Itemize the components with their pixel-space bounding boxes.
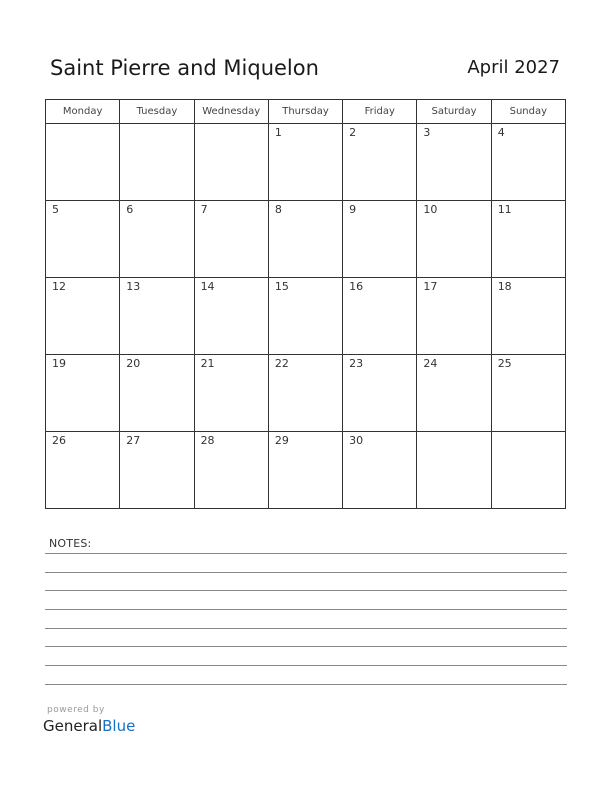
day-number: 2: [349, 126, 357, 139]
day-number: 23: [349, 357, 364, 370]
note-line: [45, 646, 567, 647]
day-number: 13: [126, 280, 141, 293]
calendar-month: April 2027: [467, 57, 560, 78]
notes-label: NOTES:: [49, 537, 92, 550]
day-number: 4: [497, 126, 505, 139]
day-number: 11: [497, 203, 512, 216]
day-number: 5: [52, 203, 59, 216]
day-cell: [491, 201, 565, 278]
day-number: 1: [274, 126, 282, 139]
day-cell: [120, 201, 194, 278]
note-line: [45, 553, 567, 554]
weekday-thursday: Thursday: [268, 100, 342, 124]
week-row: [46, 355, 566, 432]
day-cell: [491, 278, 565, 355]
day-number: [46, 124, 119, 138]
day-cell: [194, 278, 268, 355]
note-line: [45, 684, 567, 685]
day-cell: [120, 124, 194, 201]
day-number: 18: [497, 280, 512, 293]
day-number: 30: [349, 434, 364, 447]
day-number: 29: [274, 434, 289, 447]
powered-by-text: powered by: [47, 705, 105, 715]
week-row: [46, 201, 566, 278]
day-number: [492, 432, 565, 446]
week-row: [46, 432, 566, 509]
day-cell: [120, 278, 194, 355]
day-number: 19: [52, 357, 66, 370]
day-number: [417, 432, 490, 446]
day-number: 21: [200, 357, 215, 370]
week-row: [46, 278, 566, 355]
day-cell: [343, 201, 417, 278]
note-line: [45, 572, 567, 573]
day-number: 6: [126, 203, 134, 216]
day-cell: [268, 124, 342, 201]
day-number: 9: [349, 203, 357, 216]
day-cell: [46, 124, 120, 201]
day-number: [120, 124, 193, 138]
note-line: [45, 628, 567, 629]
day-cell: [417, 355, 491, 432]
brand-general-text: General: [43, 717, 103, 735]
weekday-monday: Monday: [46, 100, 120, 124]
day-cell: [46, 355, 120, 432]
note-line: [45, 665, 567, 666]
day-cell: [491, 355, 565, 432]
day-cell: [46, 201, 120, 278]
brand-blue-text: Blue: [102, 717, 136, 735]
weekday-tuesday: Tuesday: [120, 100, 194, 124]
weekday-saturday: Saturday: [417, 100, 491, 124]
day-cell: [120, 355, 194, 432]
day-cell: [268, 355, 342, 432]
day-number: 10: [423, 203, 438, 216]
day-number: 15: [274, 280, 289, 293]
day-cell: [194, 201, 268, 278]
generalblue-logo: [43, 717, 135, 735]
note-line: [45, 609, 567, 610]
day-cell: [491, 432, 565, 509]
day-number: 8: [274, 203, 282, 216]
day-cell: [268, 432, 342, 509]
calendar-title: Saint Pierre and Miquelon: [50, 56, 319, 80]
day-cell: [268, 201, 342, 278]
day-cell: [343, 432, 417, 509]
weekday-friday: Friday: [343, 100, 417, 124]
day-cell: [46, 278, 120, 355]
day-number: 24: [423, 357, 438, 370]
day-number: 7: [200, 203, 208, 216]
day-cell: [417, 278, 491, 355]
day-cell: [343, 355, 417, 432]
day-cell: [343, 278, 417, 355]
day-number: 25: [497, 357, 512, 370]
day-cell: [120, 432, 194, 509]
day-number: 27: [126, 434, 141, 447]
day-number: 28: [200, 434, 215, 447]
day-cell: [194, 355, 268, 432]
day-cell: [417, 432, 491, 509]
week-row: [46, 124, 566, 201]
weekday-sunday: Sunday: [491, 100, 565, 124]
day-number: 17: [423, 280, 438, 293]
calendar-grid: [45, 99, 566, 509]
day-cell: [268, 278, 342, 355]
day-cell: [194, 124, 268, 201]
day-number: 20: [126, 357, 141, 370]
day-number: 12: [52, 280, 66, 293]
weekday-wednesday: Wednesday: [194, 100, 268, 124]
day-cell: [194, 432, 268, 509]
day-number: [195, 124, 268, 138]
note-line: [45, 590, 567, 591]
day-cell: [491, 124, 565, 201]
day-cell: [417, 201, 491, 278]
weekday-header-row: [46, 100, 566, 124]
day-cell: [46, 432, 120, 509]
day-number: 22: [274, 357, 289, 370]
day-number: 14: [200, 280, 215, 293]
day-number: 16: [349, 280, 364, 293]
day-cell: [343, 124, 417, 201]
day-cell: [417, 124, 491, 201]
day-number: 26: [52, 434, 66, 447]
day-number: 3: [423, 126, 431, 139]
